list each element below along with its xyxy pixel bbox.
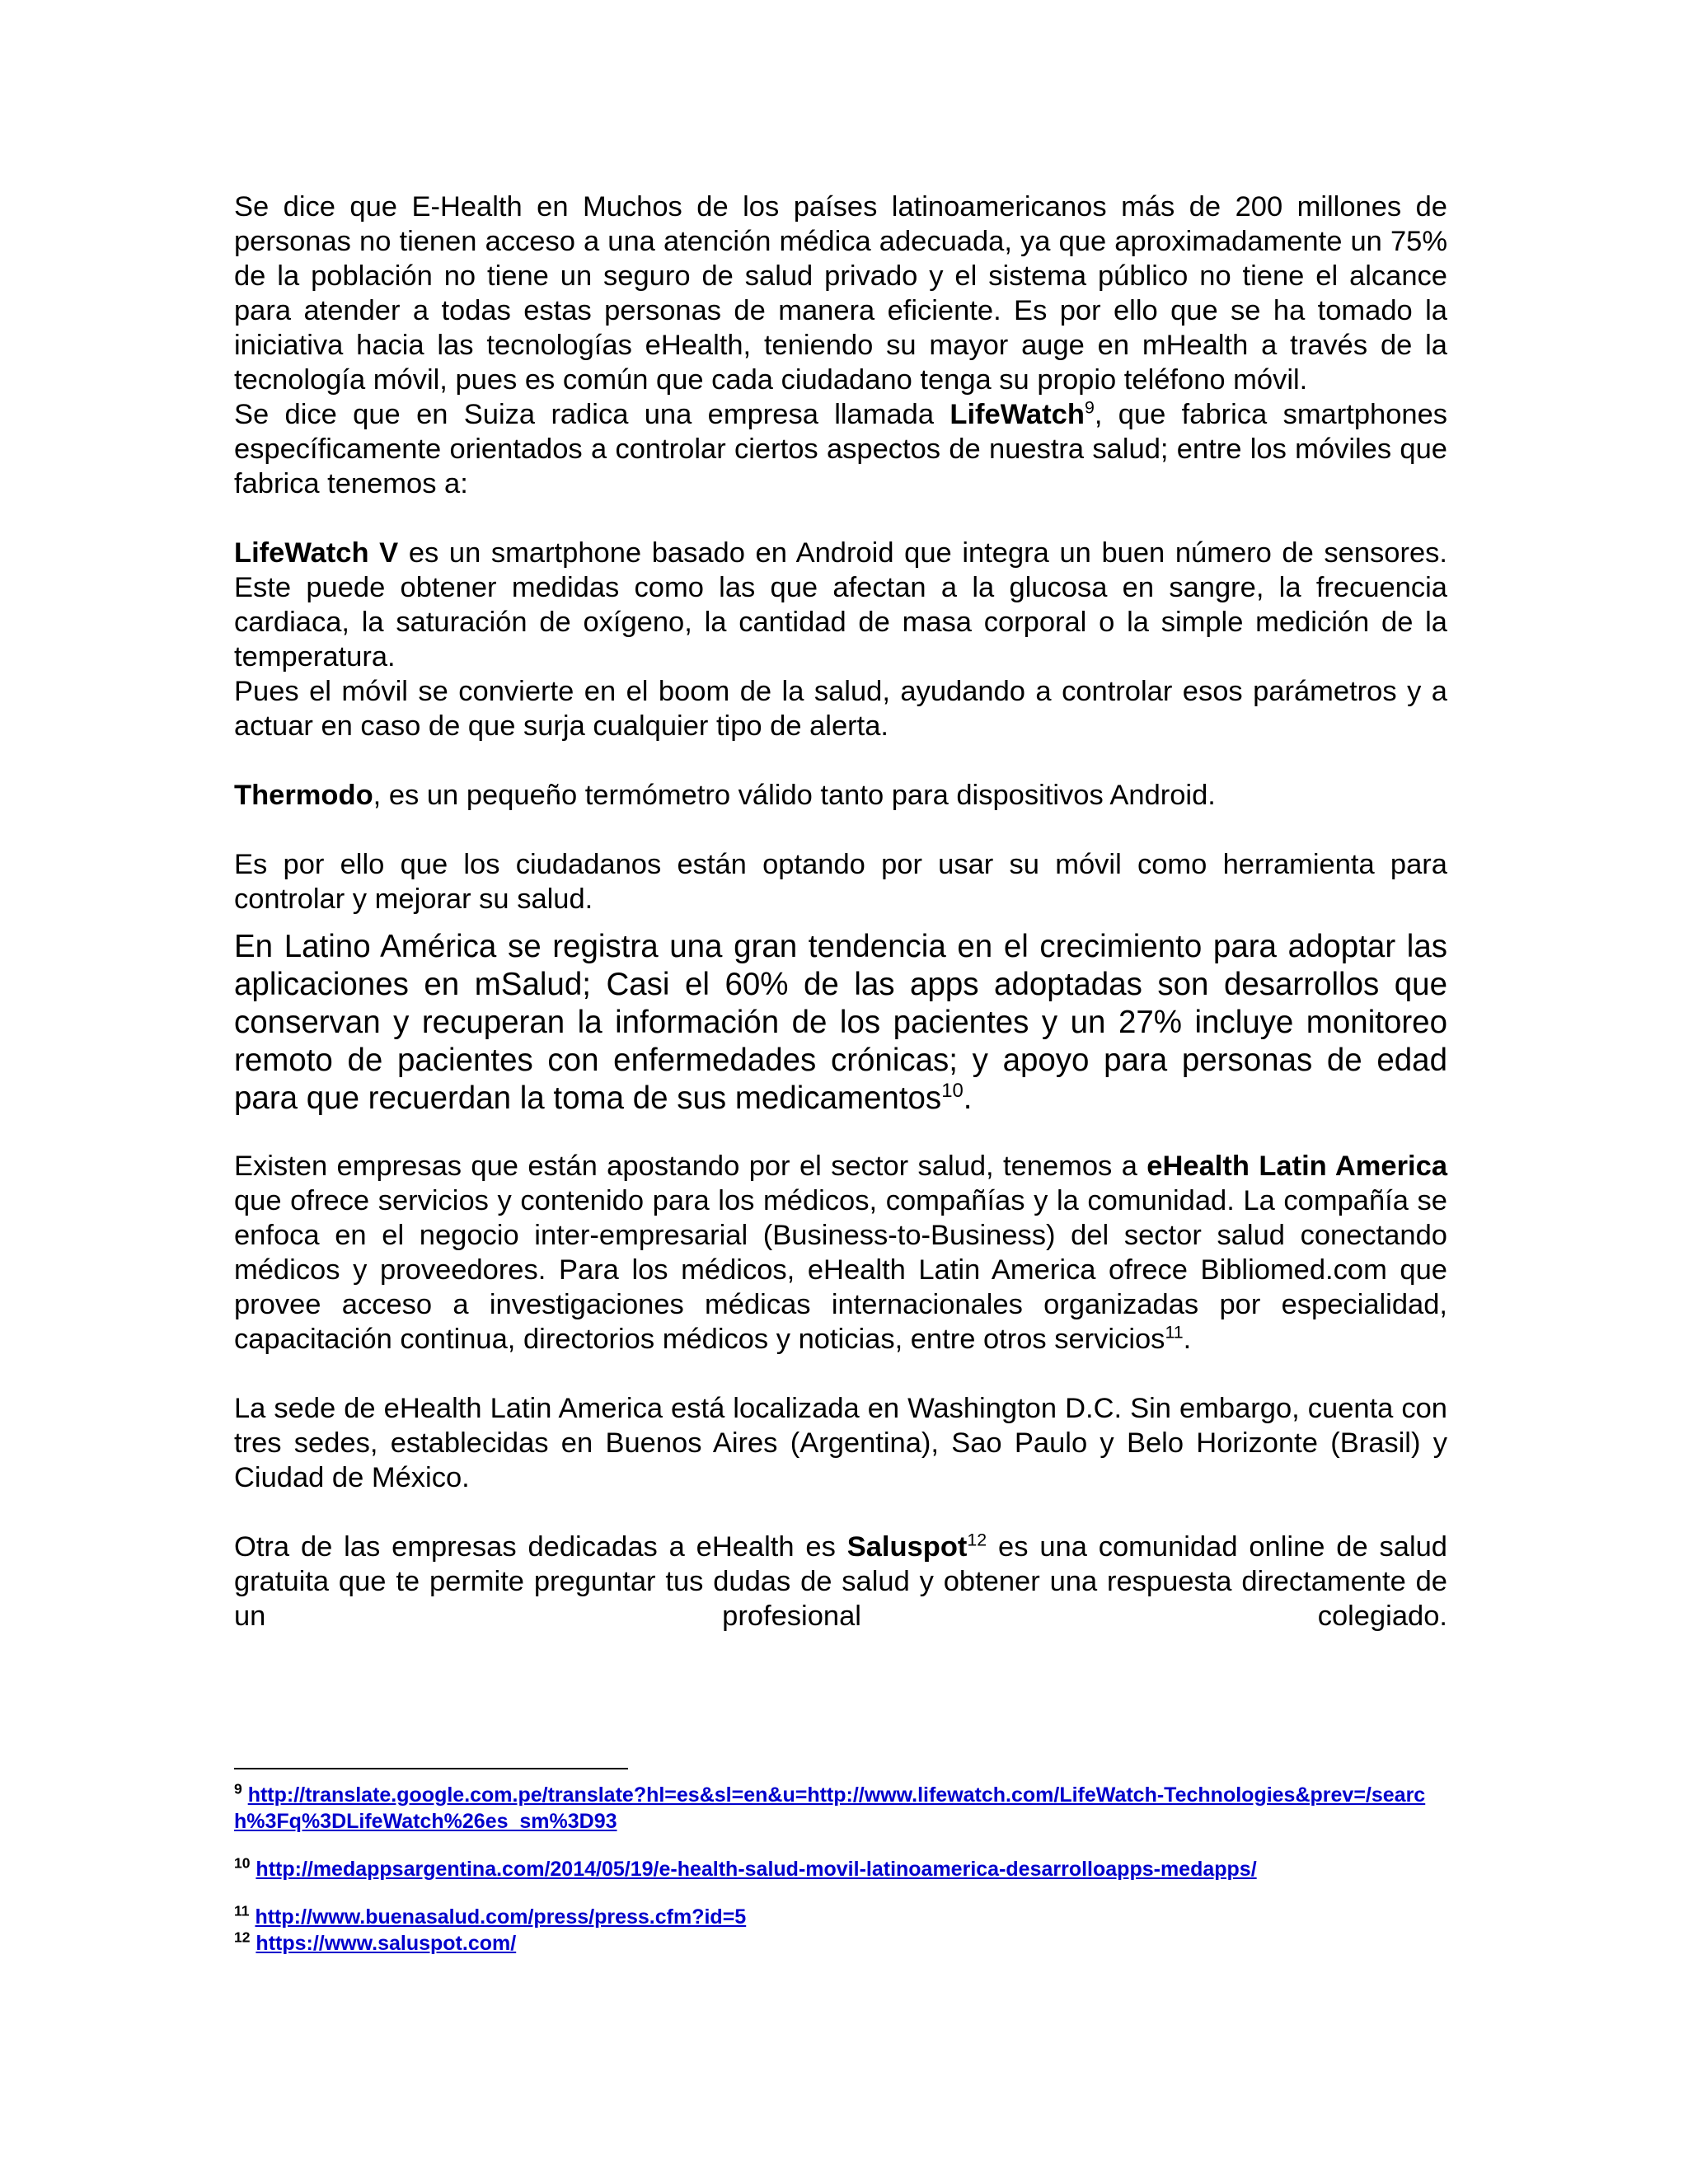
footnote-10: $^{10}$ http://medappsargentina.com/2014/05/19/e-health-salud-movil-latinoamerica-desarrolloapps-medapps/: [234, 1854, 1257, 1881]
footnote-separator: [234, 1768, 628, 1769]
footnote-ref-11[interactable]: 11: [1165, 1322, 1184, 1343]
lifewatch-term: LifeWatch: [950, 399, 1085, 430]
footnote-link-11[interactable]: http://www.buenasalud.com/press/press.cfm?id=5: [255, 1905, 747, 1929]
footnote-link-12[interactable]: https://www.saluspot.com/: [256, 1932, 517, 1955]
paragraph-msalud-trends: En Latino América se registra una gran tendencia en el crecimiento para adoptar las aplicaciones en mSalud; Casi el 60% de las apps adoptadas son desarrollos que conservan y recuperan la información de los pacientes y un 27% incluye monitoreo remoto de pacientes con enfermedades crónicas; y apoyo para personas de edad para que recuerdan la toma de sus medicamentos$^{10}$.: [234, 929, 1447, 1116]
paragraph-citizens: Es por ello que los ciudadanos están optando por usar su móvil como herramienta para controlar y mejorar su salud.: [234, 849, 1447, 915]
paragraph-lifewatch-intro: Se dice que en Suiza radica una empresa llamada LifeWatch$^9$, que fabrica smartphones específicamente orientados a controlar ciertos aspectos de nuestra salud; entre los móviles que fabrica tenemos a:: [234, 397, 1448, 499]
footnote-11: $^{11}$ http://www.buenasalud.com/press/press.cfm?id=5: [234, 1902, 747, 1929]
body-text: [234, 190, 1447, 1633]
paragraph-thermodo: Thermodo, es un pequeño termómetro válido tanto para dispositivos Android.: [234, 780, 1216, 811]
ehealth-latin-america-term: eHealth Latin America: [1146, 1151, 1448, 1182]
footnote-9: $^9$ http://translate.google.com.pe/translate?hl=es&sl=en&u=http://www.lifewatch.com/LifeWatch-Technologies&prev=/search%3Fq%3DLifeWatch%26es_sm%3D93: [234, 1780, 1426, 1833]
saluspot-term: Saluspot: [846, 1531, 968, 1563]
paragraph-ehealth-latam: Se dice que E-Health en Muchos de los países latinoamericanos más de 200 millones de personas no tienen acceso a una atención médica adecuada, ya que aproximadamente un 75% de la población no tiene un seguro de salud privado y el sistema público no tiene el alcance para atender a todas estas personas de manera eficiente. Es por ello que se ha tomado la iniciativa hacia las tecnologías eHealth, teniendo su mayor auge en mHealth a través de la tecnología móvil, pues es común que cada ciudadano tenga su propio teléfono móvil.: [234, 191, 1447, 396]
footnotes: [234, 1782, 1454, 1957]
paragraph-mobile-boom: Pues el móvil se convierte en el boom de la salud, ayudando a controlar esos parámetros y a actuar en caso de que surja cualquier tipo de alerta.: [234, 676, 1447, 742]
footnote-link-10[interactable]: http://medappsargentina.com/2014/05/19/e-health-salud-movil-latinoamerica-desarrolloapps-medapps/: [256, 1858, 1257, 1881]
footnote-12: $^{12}$ https://www.saluspot.com/: [234, 1929, 517, 1955]
footnote-ref-10[interactable]: 10: [941, 1080, 964, 1103]
thermodo-term: Thermodo: [234, 780, 373, 811]
footnote-ref-9[interactable]: 9: [1084, 397, 1095, 418]
paragraph-headquarters: La sede de eHealth Latin America está localizada en Washington D.C. Sin embargo, cuenta con tres sedes, establecidas en Buenos Aires (Argentina), Sao Paulo y Belo Horizonte (Brasil) y Ciudad de México.: [234, 1393, 1447, 1493]
paragraph-lifewatch-v: LifeWatch V es un smartphone basado en Android que integra un buen número de sensores. Este puede obtener medidas como las que afectan a la glucosa en sangre, la frecuencia cardiaca, la saturación de oxígeno, la cantidad de masa corporal o la simple medición de la temperatura.: [234, 537, 1447, 673]
lifewatch-v-term: LifeWatch V: [234, 537, 399, 569]
footnote-ref-12[interactable]: 12: [967, 1530, 987, 1550]
paragraph-saluspot: Otra de las empresas dedicadas a eHealth es Saluspot$^{12}$ es una comunidad online de salud gratuita que te permite preguntar tus dudas de salud y obtener una respuesta directamente de un profesional colegiado.: [234, 1530, 1447, 1632]
paragraph-ehealth-latin-america: Existen empresas que están apostando por el sector salud, tenemos a eHealth Latin America que ofrece servicios y contenido para los médicos, compañías y la comunidad. La compañía se enfoca en el negocio inter-empresarial (Business-to-Business) del sector salud conectando médicos y proveedores. Para los médicos, eHealth Latin America ofrece Bibliomed.com que provee acceso a investigaciones médicas internacionales organizadas por especialidad, capacitación continua, directorios médicos y noticias, entre otros servicios$^{11}$.: [234, 1151, 1448, 1355]
footnote-link-9[interactable]: http://translate.google.com.pe/translate?hl=es&sl=en&u=http://www.lifewatch.com/LifeWatch-Technologies&prev=/search%3Fq%3DLifeWatch%26es_sm%3D93: [234, 1783, 1426, 1833]
